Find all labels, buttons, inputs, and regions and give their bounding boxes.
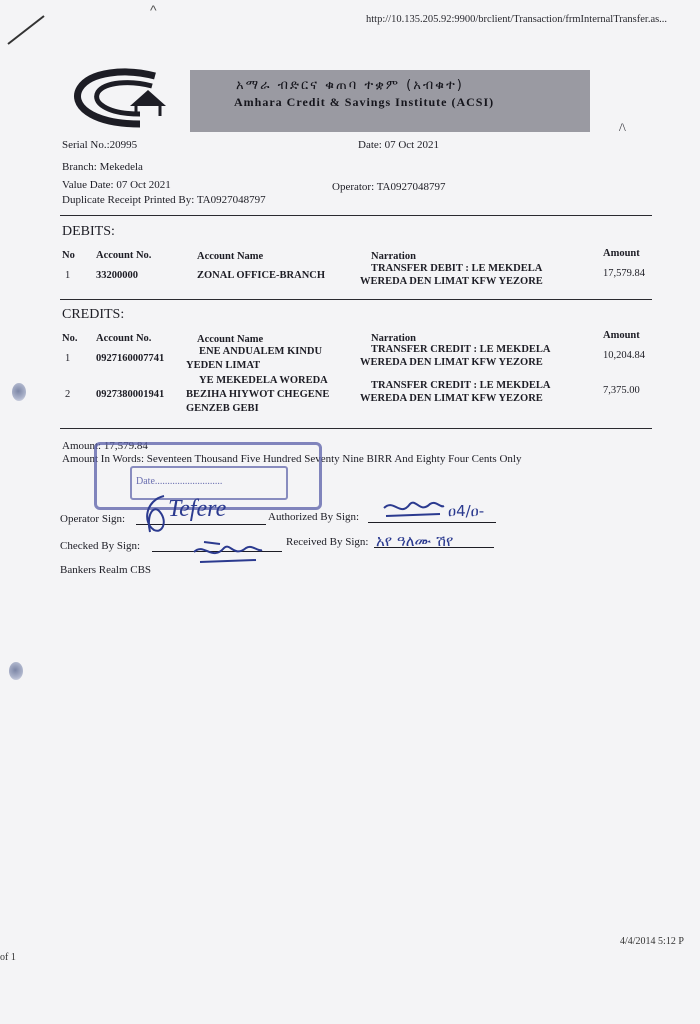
acsi-logo [70, 68, 185, 128]
debit-row-amount: 17,579.84 [603, 268, 645, 279]
receipt-date: Date: 07 Oct 2021 [358, 139, 439, 151]
operator-signature: Tefere [168, 496, 227, 522]
credit-row-account-name-line2: YEDEN LIMAT [186, 360, 261, 371]
credit-row-no: 2 [65, 389, 71, 400]
debit-row-narration-line1: TRANSFER DEBIT : LE MEKDELA [371, 263, 543, 274]
checked-signature-scribble [190, 538, 266, 568]
system-name: Bankers Realm CBS [60, 564, 152, 576]
authorized-signature-scribble [380, 496, 446, 524]
credit-row-account-no: 0927380001941 [96, 389, 165, 400]
credit-row-narration-line1: TRANSFER CREDIT : LE MEKDELA [371, 380, 551, 391]
credits-header-amount: Amount [603, 330, 640, 341]
debits-header-account-name: Account Name [197, 251, 264, 262]
operator-sign-label: Operator Sign: [60, 513, 126, 525]
credit-row-narration-line1: TRANSFER CREDIT : LE MEKDELA [371, 344, 551, 355]
debits-header-no: No [62, 250, 75, 261]
divider-credits [60, 428, 652, 429]
credit-row-no: 1 [65, 353, 71, 364]
pencil-tick-mark: ^ [150, 2, 157, 18]
amount-in-words: Amount In Words: Seventeen Thousand Five Hundred Seventy Nine BIRR And Eighty Four Cents Only [62, 453, 522, 465]
credit-row-account-name-line2: BEZIHA HIYWOT CHEGENE [186, 389, 330, 400]
punch-hole-bottom [9, 662, 23, 680]
received-handwritten-name: አየ ዓለሙ ሽየ [376, 532, 454, 550]
credit-row-account-name-line3: GENZEB GEBI [186, 403, 259, 414]
operator-signature-flourish [140, 492, 170, 536]
debits-header-amount: Amount [603, 248, 640, 259]
debits-header-account-no: Account No. [96, 250, 152, 261]
credit-row-amount: 7,375.00 [603, 385, 640, 396]
credit-row-account-no: 0927160007741 [96, 353, 165, 364]
debits-header-narration: Narration [371, 251, 416, 262]
stamp-date-label: Date........................... [136, 476, 223, 487]
checked-by-sign-label: Checked By Sign: [60, 540, 141, 552]
debit-row-account-no: 33200000 [96, 270, 138, 281]
credit-row-narration-line2: WEREDA DEN LIMAT KFW YEZORE [360, 393, 543, 404]
credits-header-no: No. [62, 333, 78, 344]
credits-title: CREDITS: [62, 307, 125, 322]
operator: Operator: TA0927048797 [332, 181, 446, 193]
debit-row-narration-line2: WEREDA DEN LIMAT KFW YEZORE [360, 276, 543, 287]
value-date: Value Date: 07 Oct 2021 [62, 179, 171, 191]
branch: Branch: Mekedela [62, 161, 143, 173]
print-url: http://10.135.205.92:9900/brclient/Transaction/frmInternalTransfer.as... [366, 14, 668, 25]
credit-row-account-name-line1: ENE ANDUALEM KINDU [199, 346, 323, 357]
total-amount: Amount: 17,579.84 [62, 440, 148, 452]
debit-row-no: 1 [65, 270, 71, 281]
authorized-by-sign-label: Authorized By Sign: [268, 511, 360, 523]
pen-stroke-mark [4, 8, 50, 48]
credits-header-account-no: Account No. [96, 333, 152, 344]
corner-mark: /\ [619, 120, 626, 134]
credit-row-account-name-line1: YE MEKEDELA WOREDA [199, 375, 328, 386]
authorized-handwritten-note: ዐ4/ዐ- [448, 502, 485, 520]
punch-hole-top [12, 383, 26, 401]
credit-row-narration-line2: WEREDA DEN LIMAT KFW YEZORE [360, 357, 543, 368]
debits-title: DEBITS: [62, 224, 115, 239]
divider-debits [60, 299, 652, 300]
page-count: of 1 [0, 952, 16, 963]
institution-name-amharic: አማራ ብድርና ቁጠባ ተቋም (አብቁተ) [236, 78, 464, 93]
print-timestamp: 4/4/2014 5:12 P [620, 936, 684, 947]
serial-number: Serial No.:20995 [62, 139, 138, 151]
institution-name: Amhara Credit & Savings Institute (ACSI) [234, 95, 495, 109]
debit-row-account-name: ZONAL OFFICE-BRANCH [197, 270, 326, 281]
duplicate-printed-by: Duplicate Receipt Printed By: TA0927048797 [62, 194, 266, 206]
credits-header-account-name: Account Name [197, 334, 264, 345]
credits-header-narration: Narration [371, 333, 416, 344]
divider-top [60, 215, 652, 216]
received-by-sign-label: Received By Sign: [286, 536, 369, 548]
credit-row-amount: 10,204.84 [603, 350, 645, 361]
